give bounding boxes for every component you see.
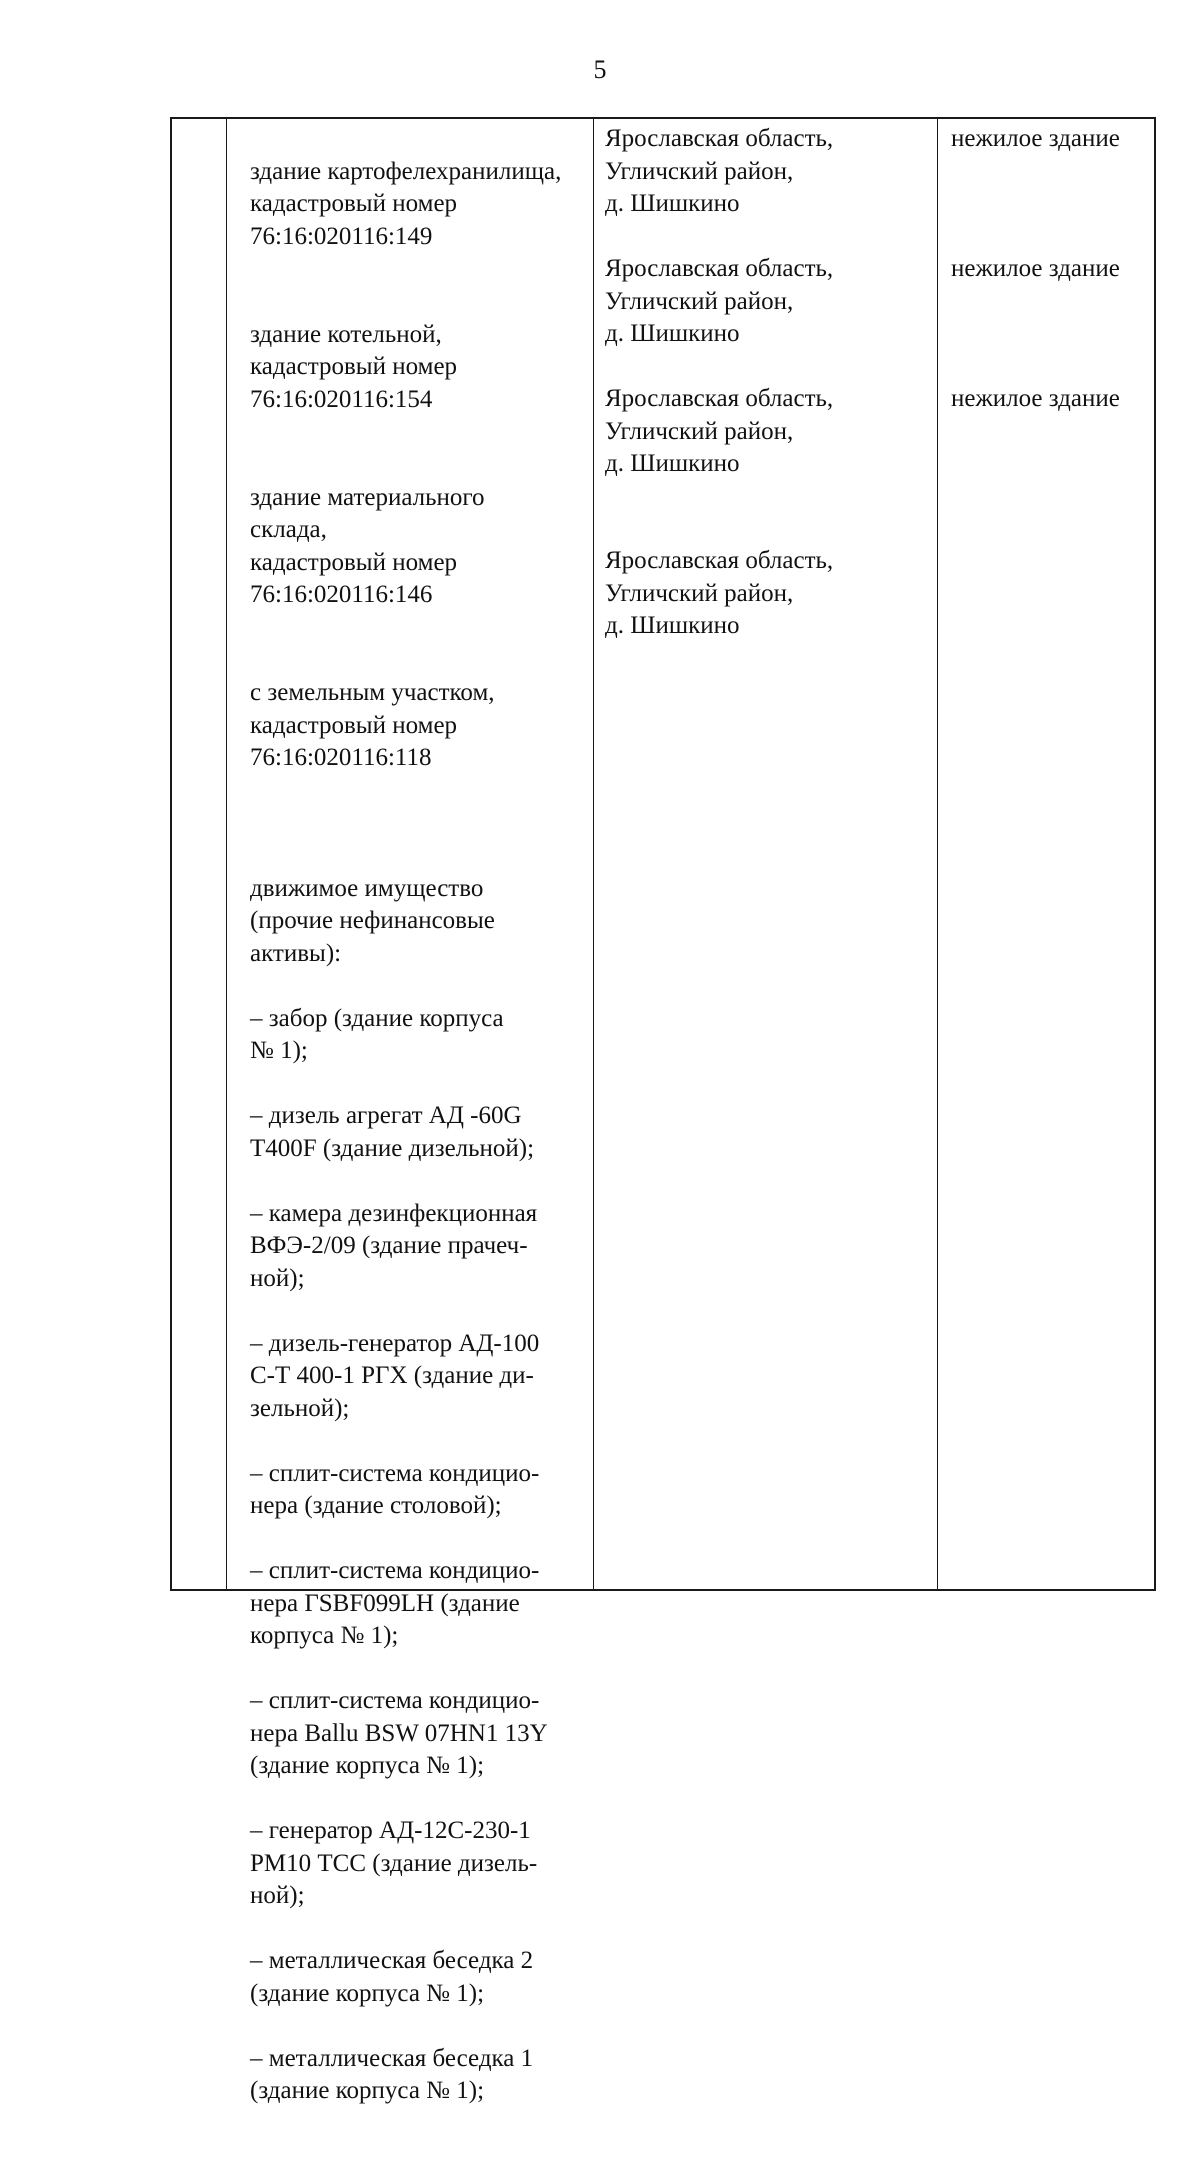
table-divider-3: [937, 119, 938, 1589]
address-cell-3: Ярославская область, Угличский район, д. Шишкино: [605, 385, 834, 477]
property-table: [170, 117, 1156, 2104]
list-item: – дизель агрегат АД -60G Т400F (здание дизельной);: [250, 1102, 535, 1162]
list-item: – металлическая беседка 2 (здание корпуса № 1);: [250, 1947, 534, 2007]
list-item: – дизель-генератор АД-100 С-Т 400-1 РГХ (здание ди- зельной);: [250, 1329, 540, 1422]
object-cell-4: с земельным участком, кадастровый номер 76:16:020116:118: [250, 679, 495, 771]
list-item: – сплит-система кондицио- нера (здание столовой);: [250, 1459, 540, 1519]
table-divider-1: [226, 119, 227, 1589]
page-number: 5: [593, 55, 607, 84]
list-item: – камера дезинфекционная ВФЭ-2/09 (здание прачеч- ной);: [250, 1199, 538, 1292]
list-item: – генератор АД-12С-230-1 РМ10 ТСС (здание дизель- ной);: [250, 1817, 538, 1909]
object-cell-3: здание материального склада, кадастровый номер 76:16:020116:146: [250, 483, 485, 608]
movable-property-heading: движимое имущество (прочие нефинансовые активы):: [250, 874, 495, 967]
address-cell-1: Ярославская область, Угличский район, д. Шишкино: [605, 125, 834, 217]
type-cell-1: нежилое здание: [951, 125, 1120, 152]
address-cell-2: Ярославская область, Угличский район, д. Шишкино: [605, 255, 834, 347]
type-cell-2: нежилое здание: [951, 255, 1120, 282]
list-item: – металлическая беседка 1 (здание корпуса № 1);: [250, 2044, 534, 2104]
movable-property-list: [250, 840, 610, 2140]
object-cell-1: здание картофелехранилища, кадастровый номер 76:16:020116:149: [250, 157, 562, 250]
address-cell-4: Ярославская область, Угличский район, д. Шишкино: [605, 547, 834, 639]
object-cell-2: здание котельной, кадастровый номер 76:16:020116:154: [250, 320, 458, 413]
list-item: – сплит-система кондицио- нера Ballu BSW 07HN1 13Y (здание корпуса № 1);: [250, 1687, 548, 1779]
list-item: – сплит-система кондицио- нера ГSBF099LH (здание корпуса № 1);: [250, 1557, 540, 1649]
list-item: – забор (здание корпуса № 1);: [250, 1004, 504, 1064]
type-cell-3: нежилое здание: [951, 385, 1120, 412]
object-column: [250, 123, 610, 2173]
